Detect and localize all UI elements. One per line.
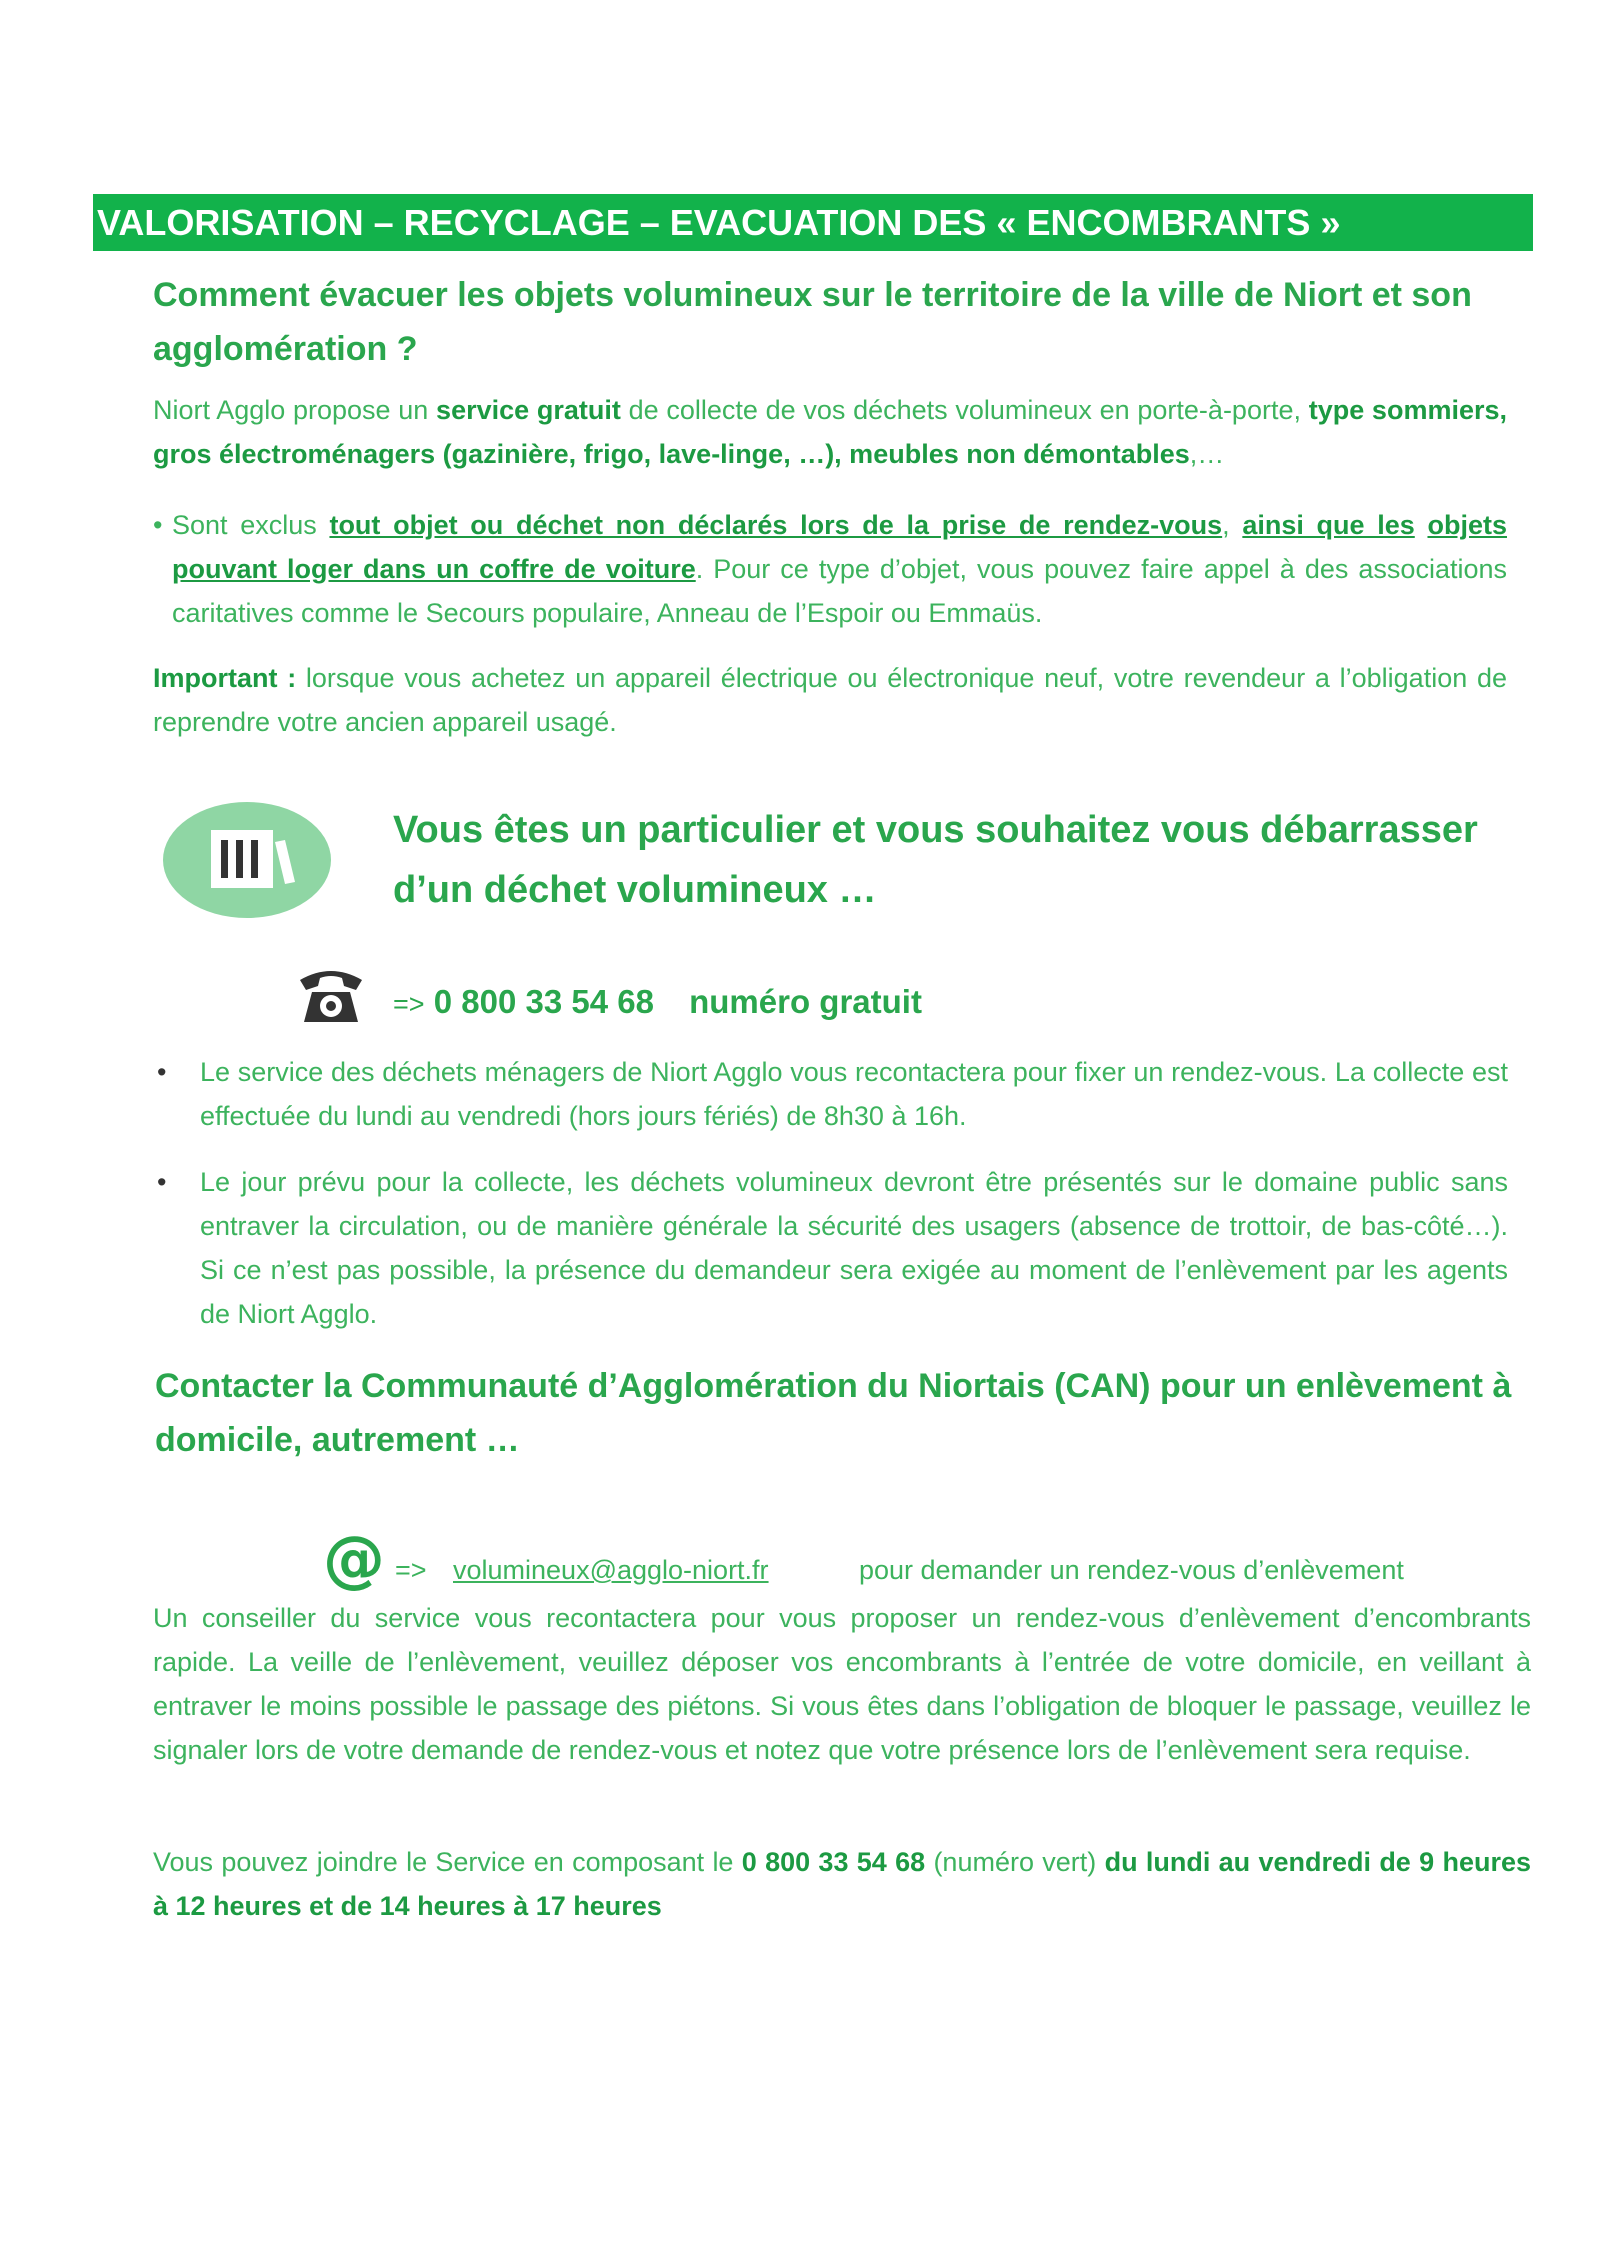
bullet-dot: • bbox=[157, 1057, 167, 1087]
hours-paragraph bbox=[153, 1840, 1531, 1928]
phone-arrow: => bbox=[393, 989, 425, 1019]
intro-ellipsis: ,… bbox=[1189, 439, 1225, 469]
phone-line bbox=[393, 980, 922, 1026]
exclusion-also: ainsi que les bbox=[1242, 510, 1415, 540]
free-service-text: service gratuit bbox=[436, 395, 621, 425]
exclusions-lead: Sont exclus bbox=[172, 510, 330, 540]
collection-day-bullet: Le jour prévu pour la collecte, les déchets volumineux devront être présentés sur le domaine public sans entraver la circulation, ou de manière générale la sécurité des usagers (absence de trottoir, de bas-côté…). Si ce n’est pas possible, la présence du demandeur sera exigée au moment de l’enlèvement par les agents de Niort Agglo. bbox=[200, 1167, 1508, 1329]
email-note: pour demander un rendez-vous d’enlèvement bbox=[859, 1555, 1404, 1585]
particulier-heading: Vous êtes un particulier et vous souhaitez vous débarrasser d’un déchet volumineux … bbox=[393, 809, 1478, 911]
phone-note: numéro gratuit bbox=[689, 983, 922, 1020]
phone-number[interactable]: 0 800 33 54 68 bbox=[433, 983, 654, 1020]
exclusion-undeclared: tout objet ou déchet non déclarés lors de la prise de rendez-vous bbox=[329, 510, 1223, 540]
hours-schedule: du lundi au vendredi de 9 heures à 12 heures et de 14 heures à 17 heures bbox=[153, 1847, 1531, 1921]
email-link[interactable]: volumineux@agglo-niort.fr bbox=[453, 1555, 769, 1585]
exclusions-bullet bbox=[172, 503, 1507, 635]
bin-icon bbox=[163, 802, 331, 918]
exclusion-charities: . Pour ce type d’objet, vous pouvez faire appel à des associations caritatives comme le Secours populaire, Anneau de l’Espoir ou Emmaüs. bbox=[172, 554, 1507, 628]
hours-green-number: (numéro vert) bbox=[925, 1847, 1105, 1877]
hours-phone: 0 800 33 54 68 bbox=[741, 1847, 926, 1877]
item-types-text: type sommiers, gros électroménagers (gazinière, frigo, lave-linge, …), meubles non démontables bbox=[153, 395, 1508, 469]
important-label: Important : bbox=[153, 663, 297, 693]
advisor-paragraph: Un conseiller du service vous recontactera pour vous proposer un rendez-vous d’enlèvement d’encombrants rapide. La veille de l’enlèvement, veuillez déposer vos encombrants à l’entrée de votre domicile, en veillant à entraver le moins possible le passage des piétons. Si vous êtes dans l’obligation de bloquer le passage, veuillez le signaler lors de votre demande de rendez-vous et notez que votre présence lors de l’enlèvement sera requise. bbox=[153, 1603, 1531, 1765]
intro-question: Comment évacuer les objets volumineux sur le territoire de la ville de Niort et son agglomération ? bbox=[153, 276, 1472, 368]
hours-lead: Vous pouvez joindre le Service en composant le bbox=[153, 1847, 742, 1877]
bullet-dot: • bbox=[157, 1167, 167, 1197]
exclusion-car-trunk: objets pouvant loger dans un coffre de voiture bbox=[172, 510, 1507, 584]
at-icon: @ bbox=[323, 1522, 385, 1595]
section-banner: VALORISATION – RECYCLAGE – EVACUATION DES « ENCOMBRANTS » bbox=[93, 194, 1533, 251]
important-text: lorsque vous achetez un appareil électrique ou électronique neuf, votre revendeur a l’obligation de reprendre votre ancien appareil usagé. bbox=[153, 663, 1507, 737]
intro-paragraph bbox=[153, 388, 1507, 476]
email-arrow: => bbox=[395, 1555, 427, 1585]
telephone-icon bbox=[296, 964, 366, 1031]
exclusion-space bbox=[1415, 510, 1428, 540]
important-paragraph bbox=[153, 656, 1507, 744]
callback-bullet: Le service des déchets ménagers de Niort Agglo vous recontactera pour fixer un rendez-vous. La collecte est effectuée du lundi au vendredi (hors jours fériés) de 8h30 à 16h. bbox=[200, 1057, 1508, 1131]
exclusion-sep: , bbox=[1222, 510, 1243, 540]
intro-text-2: de collecte de vos déchets volumineux en porte-à-porte, bbox=[620, 395, 1309, 425]
contact-heading: Contacter la Communauté d’Agglomération du Niortais (CAN) pour un enlèvement à domicile, autrement … bbox=[155, 1367, 1512, 1459]
intro-text: Niort Agglo propose un bbox=[153, 395, 437, 425]
bullet-dot: • bbox=[153, 510, 163, 540]
